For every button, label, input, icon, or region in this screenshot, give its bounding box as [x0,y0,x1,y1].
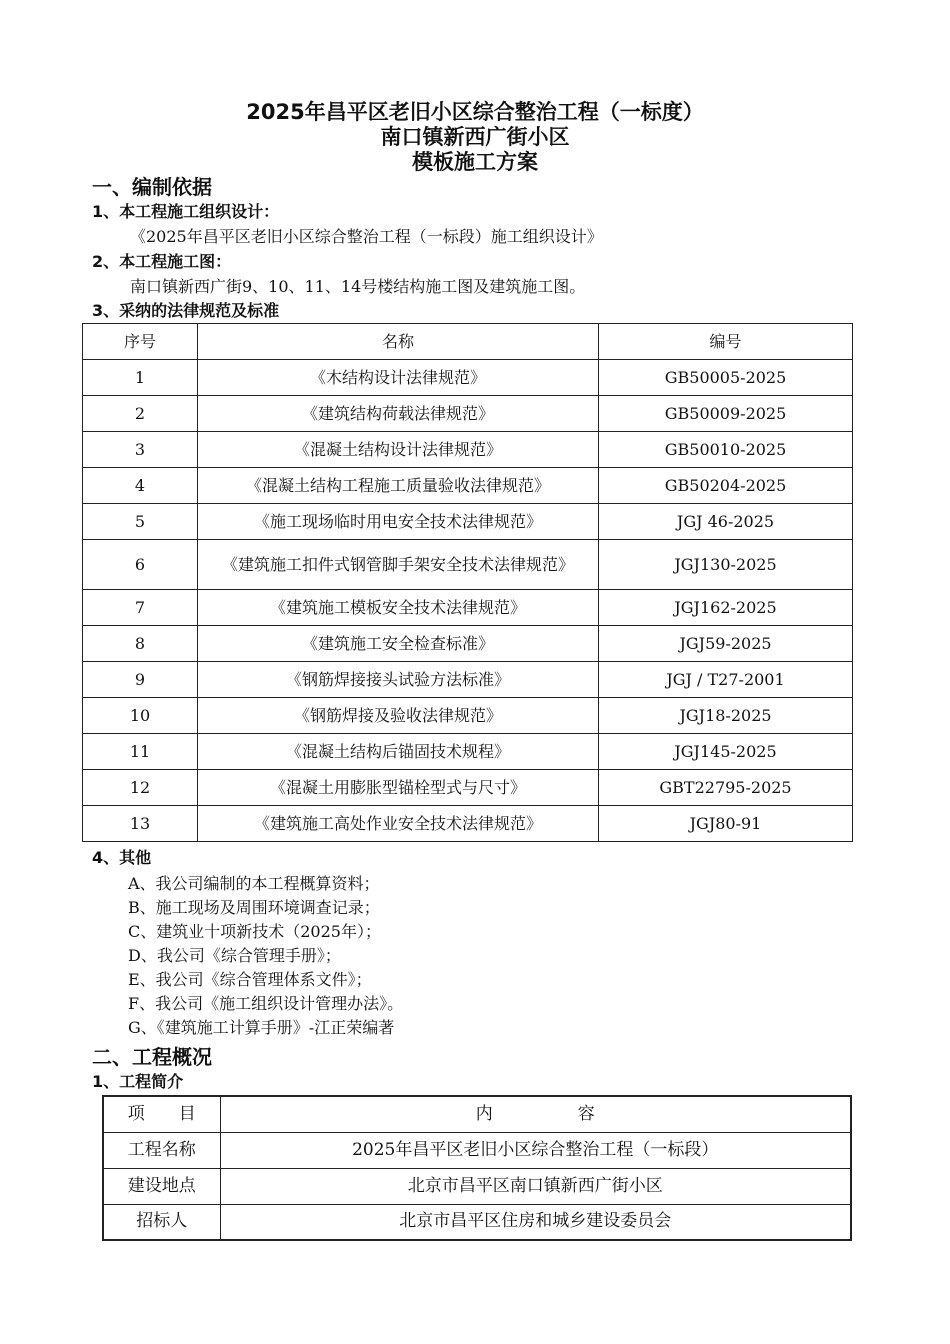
standard-index: 12 [83,770,198,806]
standard-code: JGJ80-91 [599,806,853,842]
section1-sub4-heading: 4、其他 [92,848,152,867]
standard-code: JGJ130-2025 [599,540,853,590]
table-row [83,806,853,842]
standard-name: 《混凝土结构工程施工质量验收法律规范》 [198,468,599,504]
standard-name: 《施工现场临时用电安全技术法律规范》 [198,504,599,540]
list-item: B、施工现场及周围环境调查记录； [128,898,380,917]
standards-table-header [83,324,853,360]
table-row [83,396,853,432]
table-row [103,1204,851,1240]
overview-header-content: 内 容 [220,1096,851,1132]
section1-sub3-heading: 3、采纳的法律规范及标准 [92,301,280,320]
standard-index: 8 [83,626,198,662]
table-row [83,770,853,806]
list-item: C、建筑业十项新技术（2025年）； [128,922,381,941]
standard-code: JGJ 46-2025 [599,504,853,540]
standard-name: 《建筑施工模板安全技术法律规范》 [198,590,599,626]
table-row [83,432,853,468]
standard-name: 《建筑施工安全检查标准》 [198,626,599,662]
standards-header-index: 序号 [83,324,198,360]
standards-table [82,323,853,842]
doc-title-line2: 南口镇新西广街小区 [380,125,570,149]
standard-index: 4 [83,468,198,504]
standard-name: 《混凝土用膨胀型锚栓型式与尺寸》 [198,770,599,806]
standard-name: 《木结构设计法律规范》 [198,360,599,396]
standard-code: GBT22795-2025 [599,770,853,806]
table-row [83,540,853,590]
section1-sub1-heading: 1、本工程施工组织设计： [92,202,280,221]
table-row [83,626,853,662]
overview-header-item: 项 目 [103,1096,220,1132]
standards-header-name: 名称 [198,324,599,360]
standard-name: 《钢筋焊接及验收法律规范》 [198,698,599,734]
standard-index: 1 [83,360,198,396]
table-row [103,1132,851,1168]
standards-header-code: 编号 [599,324,853,360]
standard-name: 《建筑施工高处作业安全技术法律规范》 [198,806,599,842]
list-item: D、我公司《综合管理手册》； [128,946,341,965]
standard-code: GB50204-2025 [599,468,853,504]
standard-code: JGJ145-2025 [599,734,853,770]
section1-sub1-text: 《2025年昌平区老旧小区综合整治工程（一标段）施工组织设计》 [130,227,603,246]
standard-name: 《混凝土结构后锚固技术规程》 [198,734,599,770]
doc-title-line1: 2025年昌平区老旧小区综合整治工程（一标度） [246,100,704,124]
overview-label: 工程名称 [103,1132,220,1168]
standard-code: GB50010-2025 [599,432,853,468]
overview-table-header [103,1096,851,1132]
project-overview-table [102,1095,852,1241]
section1-heading: 一、编制依据 [92,175,212,199]
list-item: G、《建筑施工计算手册》-江正荣编著 [128,1018,395,1037]
standard-index: 10 [83,698,198,734]
overview-label: 招标人 [103,1204,220,1240]
section1-sub2-text: 南口镇新西广街9、10、11、14号楼结构施工图及建筑施工图。 [130,277,586,296]
standard-code: JGJ18-2025 [599,698,853,734]
other-references-list [128,872,403,1040]
standard-code: GB50009-2025 [599,396,853,432]
overview-value: 北京市昌平区住房和城乡建设委员会 [220,1204,851,1240]
list-item: F、我公司《施工组织设计管理办法》。 [128,994,404,1013]
table-row [83,504,853,540]
table-row [83,590,853,626]
standard-name: 《混凝土结构设计法律规范》 [198,432,599,468]
list-item: E、我公司《综合管理体系文件》； [128,970,372,989]
table-row [103,1168,851,1204]
standard-index: 13 [83,806,198,842]
standard-code: JGJ / T27-2001 [599,662,853,698]
standard-index: 5 [83,504,198,540]
standard-code: JGJ59-2025 [599,626,853,662]
standard-code: JGJ162-2025 [599,590,853,626]
standard-index: 11 [83,734,198,770]
list-item: A、我公司编制的本工程概算资料； [128,874,380,893]
table-row [83,698,853,734]
section2-sub1-heading: 1、工程简介 [92,1072,184,1091]
standard-index: 6 [83,540,198,590]
standard-name: 《建筑施工扣件式钢管脚手架安全技术法律规范》 [198,540,599,590]
table-row [83,662,853,698]
section2-heading: 二、工程概况 [92,1045,212,1069]
table-row [83,360,853,396]
section1-sub2-heading: 2、本工程施工图： [92,252,232,271]
doc-title-line3: 模板施工方案 [412,150,538,174]
standard-index: 2 [83,396,198,432]
table-row [83,734,853,770]
standard-code: GB50005-2025 [599,360,853,396]
standard-index: 9 [83,662,198,698]
standard-name: 《建筑结构荷载法律规范》 [198,396,599,432]
standard-index: 3 [83,432,198,468]
standard-index: 7 [83,590,198,626]
standard-name: 《钢筋焊接接头试验方法标准》 [198,662,599,698]
overview-value: 北京市昌平区南口镇新西广街小区 [220,1168,851,1204]
table-row [83,468,853,504]
overview-value: 2025年昌平区老旧小区综合整治工程（一标段） [220,1132,851,1168]
overview-label: 建设地点 [103,1168,220,1204]
